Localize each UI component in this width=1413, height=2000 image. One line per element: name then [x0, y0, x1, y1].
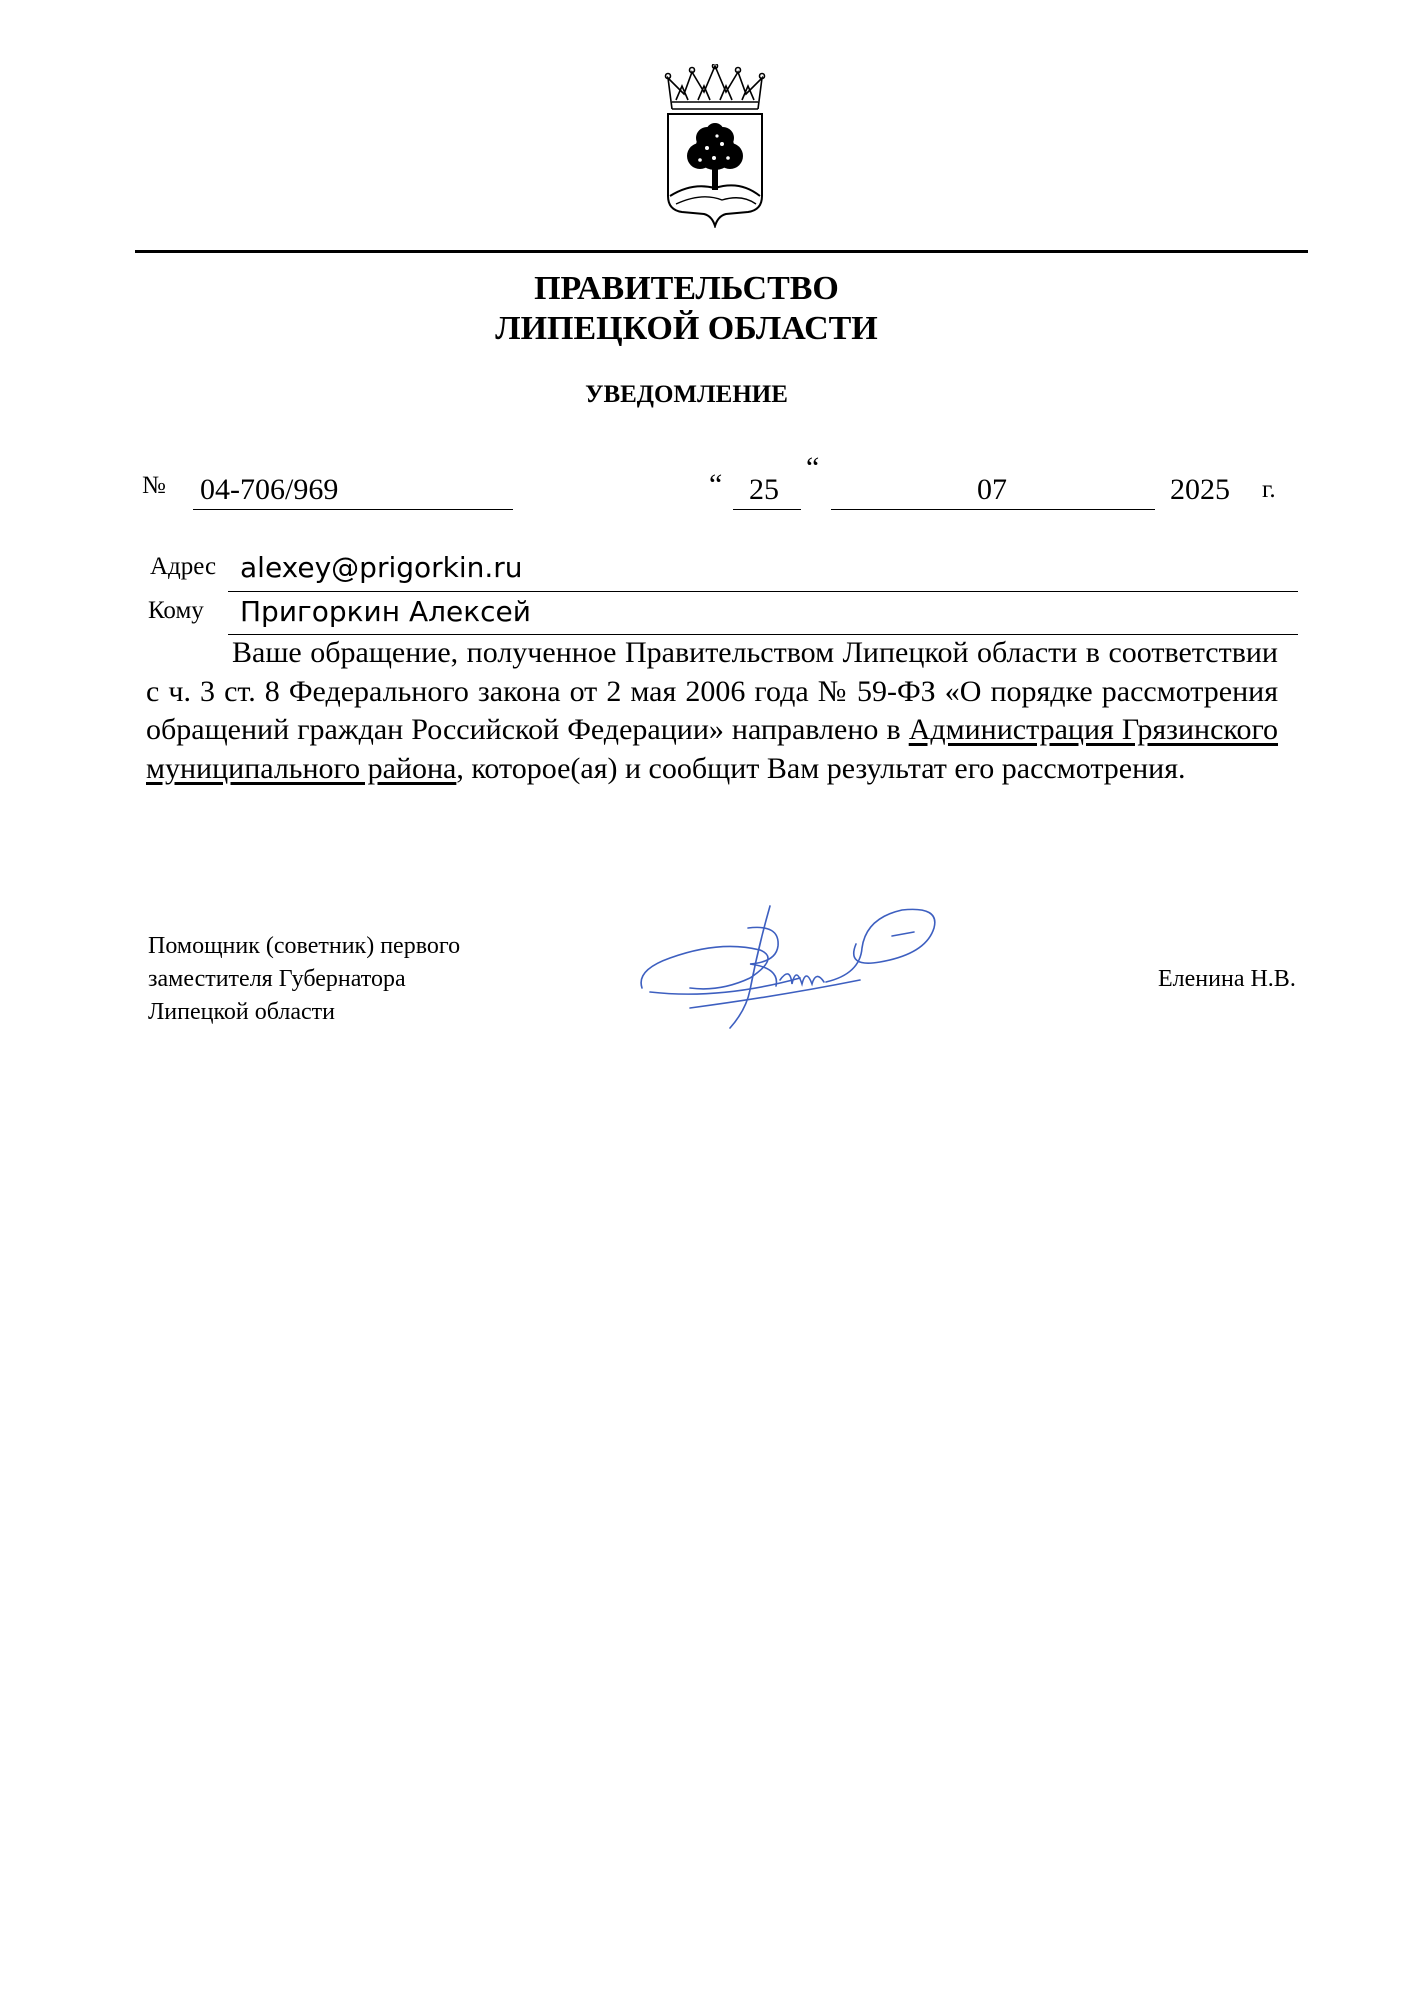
day-underline [733, 509, 801, 510]
address-underline [228, 591, 1298, 592]
coat-of-arms-icon [662, 64, 768, 228]
recipient-name: Пригоркин Алексей [240, 595, 531, 628]
signatory-position [148, 930, 460, 1029]
to-label: Кому [148, 597, 204, 624]
notice-body [146, 634, 1278, 788]
handwritten-signature-icon [630, 888, 950, 1048]
address-label: Адрес [150, 553, 217, 580]
org-name-line1: ПРАВИТЕЛЬСТВО [534, 270, 839, 307]
number-underline [193, 509, 513, 510]
recipient-address: alexey@prigorkin.ru [240, 551, 523, 584]
date-month: 07 [977, 473, 1007, 506]
position-line1: Помощник (советник) первого [148, 933, 461, 959]
document-number: 04-706/969 [200, 473, 339, 506]
position-line2: заместителя Губернатора [148, 966, 406, 992]
document-type: УВЕДОМЛЕНИЕ [585, 381, 788, 408]
body-addressee: Администрация Грязинского муниципального района [146, 713, 1279, 785]
quote-open: “ [709, 468, 723, 501]
number-label: № [142, 472, 166, 499]
header-divider [135, 250, 1308, 253]
signatory-name: Еленина Н.В. [1158, 966, 1296, 992]
year-suffix: г. [1262, 476, 1276, 503]
quote-close: “ [806, 451, 820, 484]
date-day: 25 [749, 473, 779, 506]
org-name-line2: ЛИПЕЦКОЙ ОБЛАСТИ [495, 310, 878, 347]
position-line3: Липецкой области [148, 999, 335, 1025]
month-underline [831, 509, 1155, 510]
body-text-before: Ваше обращение, полученное Правительством Липецкой области в соответствии с ч. 3 ст. 8 Федерального закона от 2 мая 2006 года № 59-ФЗ «О порядке рассмотрения обращений граждан Российской Федерации» направлено в [146, 636, 1278, 746]
body-text-after: , которое(ая) и сообщит Вам результат его рассмотрения. [456, 751, 1186, 785]
date-year: 2025 [1170, 473, 1230, 506]
